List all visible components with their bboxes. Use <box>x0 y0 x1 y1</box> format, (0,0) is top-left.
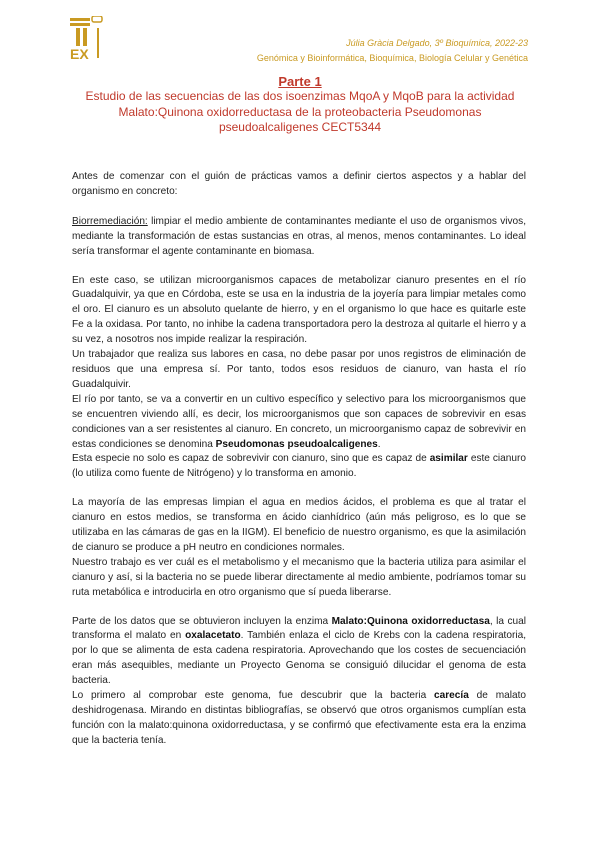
logo-text: EX <box>70 46 89 62</box>
paragraph-acid-media: La mayoría de las empresas limpian el agua en medios ácidos, el problema es que al tratar el cianuro en estos medios, se transforma en ácido cianhídrico (aún más peligroso, es lo que se utilizaba en las cámaras de gas en la IIGM). El beneficio de nuestro organismo, es que la asimilación de cianuro se produce a pH neutro en condiciones normales. <box>72 497 526 553</box>
university-logo <box>70 16 104 62</box>
paragraph-selective-culture: El río por tanto, se va a convertir en un cultivo específico y selectivo para los microorganismos que se encuentren viviendo allí, es decir, los microorganismos que son capaces de sobrevivir en esas condiciones van a ser resistentes al cianuro. En concreto, un microorganismo capaz de sobrevivir en estas condiciones se denomina Pseudomonas pseudoalcaligenes. <box>72 393 526 450</box>
paragraph-home-worker: Un trabajador que realiza sus labores en casa, no debe pasar por unos registros de eliminación de residuos que una empresa sí. Por tanto, todos esos residuos de cianuro, van hasta el río Guadalquivir. <box>72 349 526 390</box>
species-name: Pseudomonas pseudoalcaligenes <box>215 438 378 450</box>
paragraph-assimilation: Esta especie no solo es capaz de sobrevivir con cianuro, sino que es capaz de asimilar este cianuro (lo utiliza como fuente de Nitrógeno) y lo transforma en amonio. <box>72 453 526 480</box>
assimilate-term: asimilar <box>429 453 468 465</box>
bioremediation-term: Biorremediación: <box>72 215 148 227</box>
lacked-term: carecía <box>434 690 469 702</box>
paragraph-enzyme: Parte de los datos que se obtuvieron incluyen la enzima Malato:Quinona oxidorreductasa, la cual transforma el malato en oxalacetato. También enlaza el ciclo de Krebs con la cadena respiratoria, por lo que se alimenta de esta cadena respiratoria. Aprovechando que los costes de secuenciación eran más asequibles, mediante un Proyecto Genoma se consiguió dilucidar el genoma de esta bacteria. <box>72 615 526 687</box>
document-body <box>72 170 526 749</box>
document-header <box>257 36 528 66</box>
page-subtitle <box>70 89 530 136</box>
subtitle-line-2: Malato:Quinona oxidorreductasa de la proteobacteria Pseudomonas <box>118 104 482 119</box>
paragraph-genome: Lo primero al comprobar este genoma, fue descubrir que la bacteria carecía de malato deshidrogenasa. Mirando en distintas bibliografías, se observó que otros organismos cumplían esta función con la malato:quinona oxidorreductasa, y se confirmó que efectivamente esta era la enzima que la bacteria tenía. <box>72 690 526 746</box>
intro-paragraph: Antes de comenzar con el guión de prácticas vamos a definir ciertos aspectos y a hablar del organismo en concreto: <box>72 171 526 197</box>
header-subjects: Genómica y Bioinformática, Bioquímica, Biología Celular y Genética <box>256 53 528 63</box>
subtitle-line-3: pseudoalcaligenes CECT5344 <box>218 120 382 134</box>
bioremediation-paragraph <box>72 215 526 260</box>
logo-icon <box>70 16 104 62</box>
paragraph-our-work: Nuestro trabajo es ver cuál es el metabolismo y el mecanismo que la bacteria utiliza para asimilar el cianuro y así, si la bacteria no se puede liberar directamente al medio ambiente, podríamos tomar su ruta metabólica e introducirla en otro organismo que sí pueda liberarse. <box>72 556 526 598</box>
enzyme-name: Malato:Quinona oxidorreductasa <box>331 615 490 627</box>
subtitle-line-1: Estudio de las secuencias de las dos isoenzimas MqoA y MqoB para la actividad <box>85 89 515 103</box>
bioremediation-definition: limpiar el medio ambiente de contaminantes mediante el uso de organismos vivos, mediante la transformación de estas sustancias en otras, al menos, menos contaminantes. Lo ideal sería transformar el agente contaminante en biomasa. <box>72 215 526 257</box>
paragraph-cyanide-river: En este caso, se utilizan microorganismos capaces de metabolizar cianuro presentes en el río Guadalquivir, ya que en Córdoba, este se usa en la industria de la joyería para limpiar metales como el oro. El cianuro es un absoluto quelante de hierro, y en el organismo lo que hace es quitarle este Fe a la oxidasa. Por tanto, no inhibe la cadena transportadora pero la destroza al quitarle el hierro y a su vez, a nosotros nos impide realizar la respiración. <box>72 274 526 346</box>
header-author: Júlia Gràcia Delgado, 3º Bioquímica, 2022-23 <box>346 38 528 48</box>
oxaloacetate-term: oxalacetato <box>185 630 241 642</box>
page-title: Parte 1 <box>278 74 322 89</box>
